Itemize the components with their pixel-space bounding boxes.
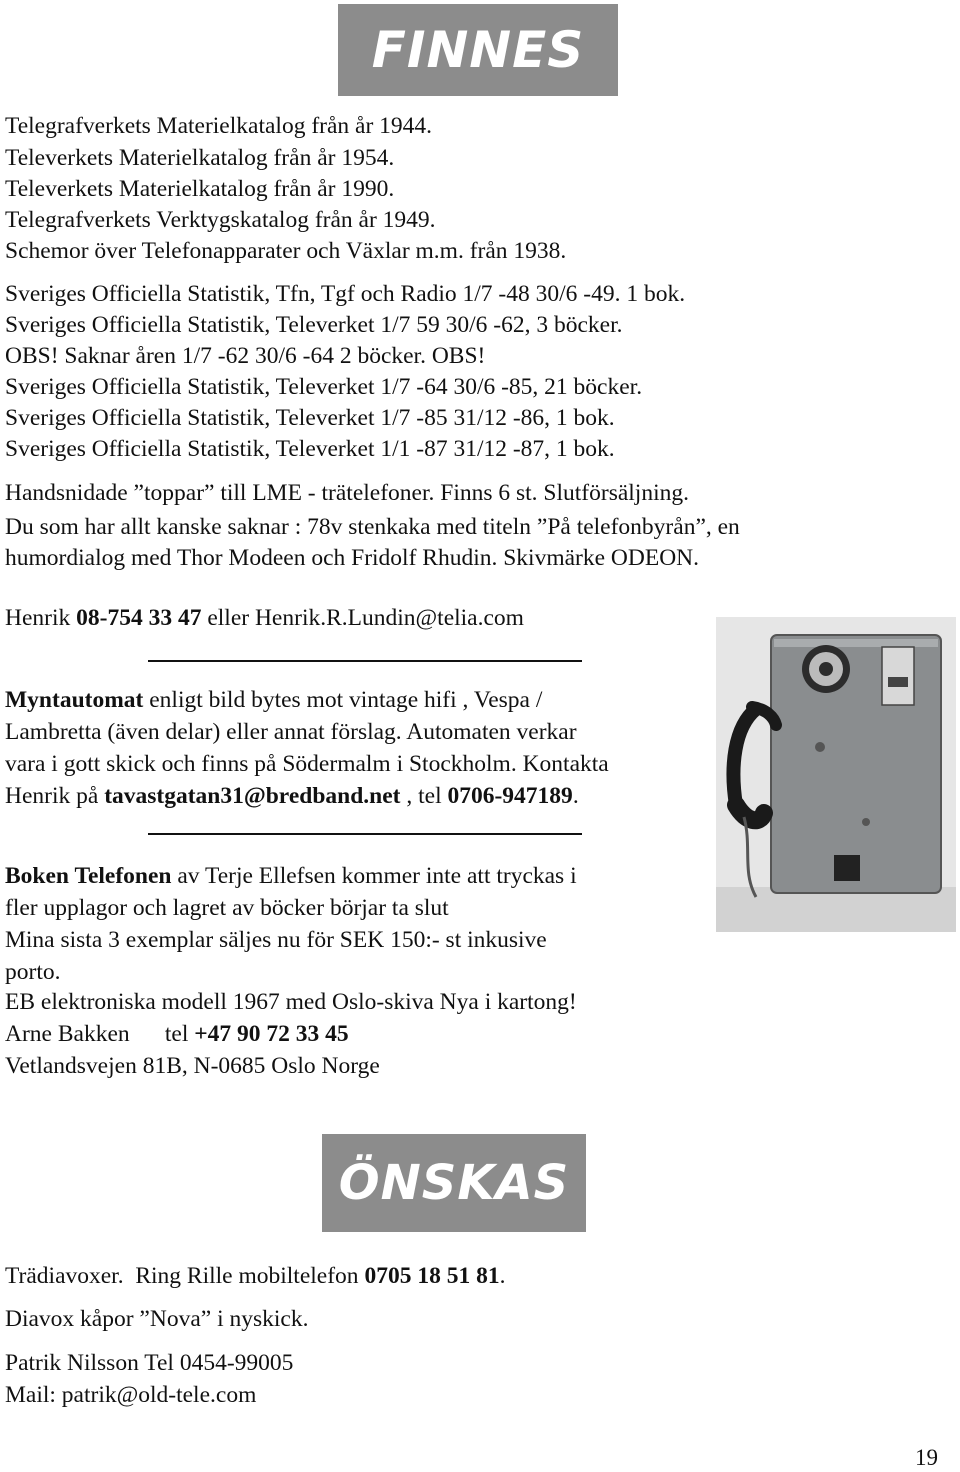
boken-line-2: fler upplagor och lagret av böcker börjar ta slut [5,895,449,921]
onskas-line-4: Mail: patrik@old-tele.com [5,1382,257,1408]
finnes-item: Telegrafverkets Verktygskatalog från år 1949. [5,207,436,233]
finnes-item: Handsnidade ”toppar” till LME - trätelefoner. Finns 6 st. Slutförsäljning. [5,480,689,506]
divider-1 [148,660,582,662]
myntautomat-line-1 [5,685,542,715]
myntautomat-line-3: vara i gott skick och finns på Södermalm i Stockholm. Kontakta [5,751,609,777]
myntautomat-text-4: Henrik på [5,783,105,809]
boken-line-5: EB elektroniska modell 1967 med Oslo-skiva Nya i kartong! [5,989,577,1015]
onskas-line-1 [5,1261,505,1291]
henrik-prefix: Henrik [5,605,77,631]
onskas-line-2: Diavox kåpor ”Nova” i nyskick. [5,1306,309,1332]
myntautomat-email: tavastgatan31@bredband.net [104,783,401,809]
boken-line-1 [5,861,577,891]
page-number: 19 [915,1445,938,1470]
boken-line-4: porto. [5,959,61,985]
onskas-heading: ÖNSKAS [322,1134,586,1232]
finnes-item: Sveriges Officiella Statistik, Televerket 1/1 -87 31/12 -87, 1 bok. [5,436,615,462]
payphone-photo [716,617,956,932]
onskas-end-1: . [499,1263,506,1289]
divider-2 [148,833,582,835]
henrik-phone: 08-754 33 47 [76,605,202,631]
finnes-item: Schemor över Telefonapparater och Växlar m.m. från 1938. [5,238,567,264]
finnes-item: Televerkets Materielkatalog från år 1990. [5,176,395,202]
boken-line-7: Vetlandsvejen 81B, N-0685 Oslo Norge [5,1053,380,1079]
myntautomat-text-1: enligt bild bytes mot vintage hifi , Vespa / [143,687,543,713]
finnes-item: Du som har allt kanske saknar : 78v stenkaka med titeln ”På telefonbyrån”, en [5,514,740,540]
arne-name: Arne Bakken tel [5,1021,195,1047]
boken-text-1: av Terje Ellefsen kommer inte att tryckas i [171,863,577,889]
myntautomat-title: Myntautomat [5,687,144,713]
finnes-item: Sveriges Officiella Statistik, Televerket 1/7 59 30/6 -62, 3 böcker. [5,312,623,338]
henrik-contact-line [5,603,524,633]
myntautomat-line-4 [5,781,579,811]
finnes-item: Sveriges Officiella Statistik, Televerket 1/7 -85 31/12 -86, 1 bok. [5,405,615,431]
arne-phone: +47 90 72 33 45 [194,1021,349,1047]
myntautomat-phone: 0706-947189 [447,783,573,809]
myntautomat-tel-label: , tel [400,783,448,809]
onskas-text-1: Trädiavoxer. Ring Rille mobiltelefon [5,1263,365,1289]
boken-line-3: Mina sista 3 exemplar säljes nu för SEK 150:- st inkusive [5,927,547,953]
boken-line-6 [5,1019,349,1049]
henrik-email-text: eller Henrik.R.Lundin@telia.com [201,605,524,631]
finnes-item: Sveriges Officiella Statistik, Tfn, Tgf och Radio 1/7 -48 30/6 -49. 1 bok. [5,281,686,307]
onskas-line-3: Patrik Nilsson Tel 0454-99005 [5,1350,294,1376]
rille-phone: 0705 18 51 81 [364,1263,500,1289]
finnes-item: humordialog med Thor Modeen och Fridolf Rhudin. Skivmärke ODEON. [5,545,700,571]
boken-title: Boken Telefonen [5,863,172,889]
finnes-item: Sveriges Officiella Statistik, Televerket 1/7 -64 30/6 -85, 21 böcker. [5,374,643,400]
finnes-item: OBS! Saknar åren 1/7 -62 30/6 -64 2 böcker. OBS! [5,343,486,369]
myntautomat-end: . [572,783,579,809]
myntautomat-line-2: Lambretta (även delar) eller annat förslag. Automaten verkar [5,719,577,745]
finnes-item: Televerkets Materielkatalog från år 1954. [5,145,395,171]
finnes-item: Telegrafverkets Materielkatalog från år 1944. [5,113,433,139]
finnes-heading: FINNES [338,4,618,96]
